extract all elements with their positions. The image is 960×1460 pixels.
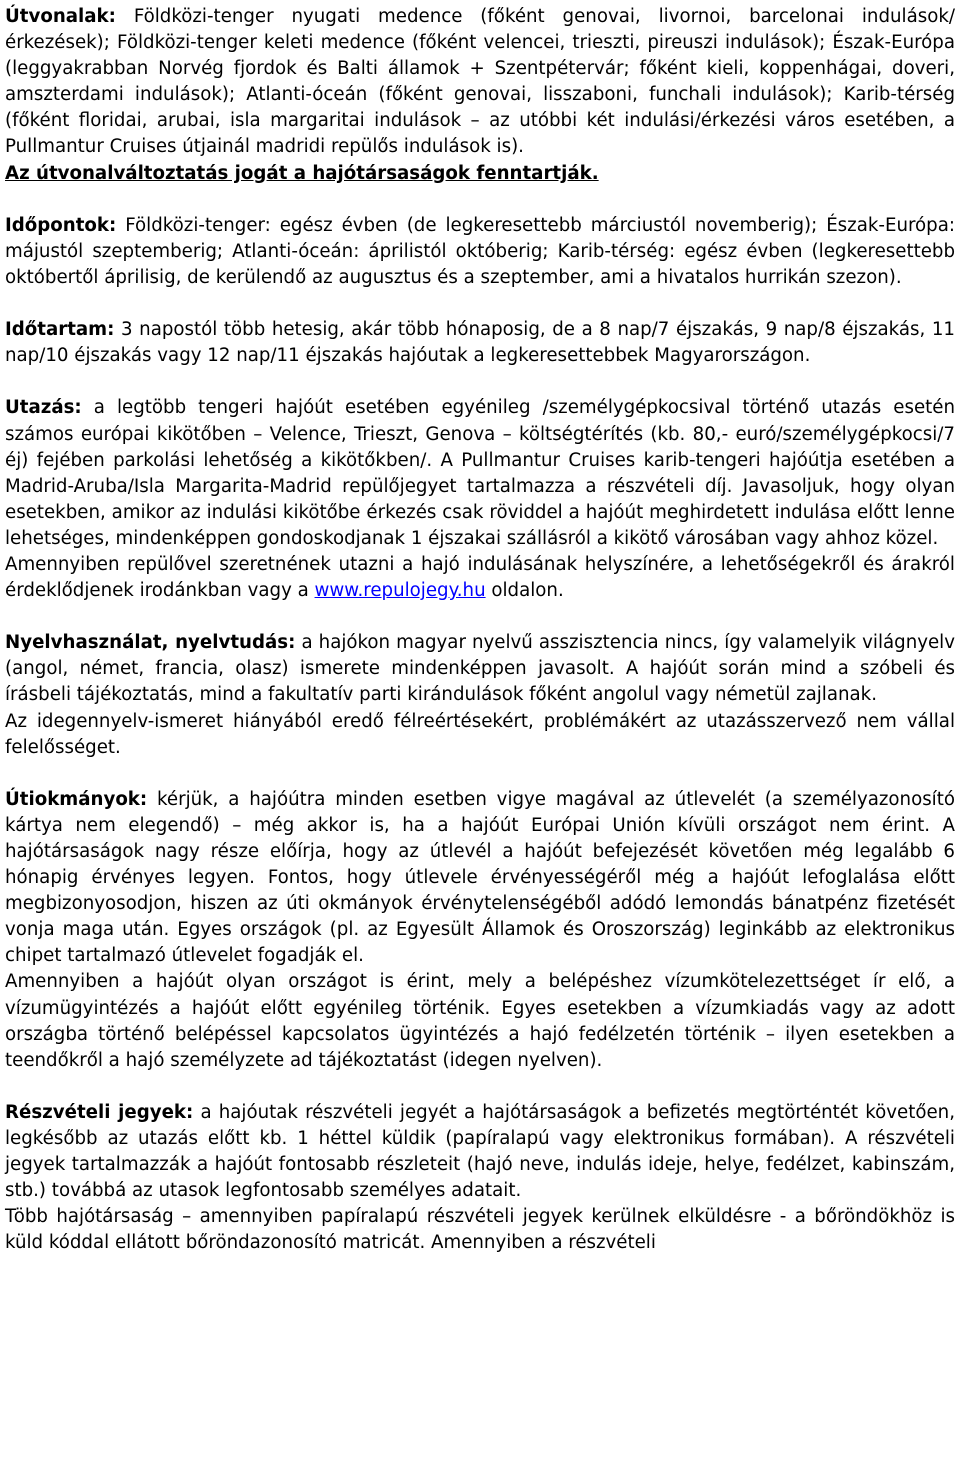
language-text: a hajókon magyar nyelvű asszisztencia nincs, így valamelyik világnyelv (angol, német, francia, olasz) ismerete mindenképpen javasolt. A hajóút során mind a szóbeli és írásbeli tájékoztatás, mind a fakultatív parti kirándulások főként angolul vagy németül zajlanak. (5, 632, 955, 706)
spacer (5, 761, 955, 787)
language-label: Nyelvhasználat, nyelvtudás: (5, 632, 296, 654)
times-paragraph (5, 213, 955, 291)
times-text: Földközi-tenger: egész évben (de legkeresettebb márciustól novemberig); Észak-Európa: májustól szeptemberig; Atlanti-óceán: áprilistól októberig; Karib-térség: egész évben (legkeresettebb októbertől áprilisig, de kerülendő az augusztus és a szeptember, ami a hivatalos hurrikán szezon). (5, 214, 955, 288)
routes-label: Útvonalak: (5, 6, 116, 27)
spacer (5, 291, 955, 317)
routes-paragraph (5, 4, 955, 161)
travel-flight-text: Amennyiben repülővel szeretnének utazni a hajó indulásának helyszínére, a lehetőségekről és árakról érdeklődjenek irodánkban vagy a (5, 553, 955, 602)
tickets-text: a hajóutak részvételi jegyét a hajótársaságok a befizetés megtörténtét követően, legkésőbb az utazás előtt kb. 1 héttel küldik (papíralapú vagy elektronikus formában). A részvételi jegyek tartalmazzák a hajóút fontosabb részleteit (hajó neve, indulás ideje, helye, fedélzet, kabinszám, stb.) továbbá az utasok legfontosabb személyes adatait. (5, 1101, 955, 1202)
spacer (5, 1074, 955, 1100)
routes-text: Földközi-tenger nyugati medence (főként genovai, livornoi, barcelonai indulások/érkezések); Földközi-tenger keleti medence (főként velencei, trieszti, pireuszi indulások); Észak-Európa (leggyakrabban Norvég fjordok és Balti államok + Szentpétervár; főként kieli, koppenhágai, doveri, amszterdami indulások); Atlanti-óceán (főként genovai, lisszaboni, funchali indulások); Karib-térség (főként floridai, arubai, isla margaritai indulások – az utóbbi két indulási/érkezési város esetében, a Pullmantur Cruises útjainál madridi repülős indulások is). (5, 6, 955, 158)
duration-paragraph (5, 317, 955, 369)
times-label: Időpontok: (5, 214, 117, 236)
duration-label: Időtartam: (5, 319, 115, 341)
tickets-paragraph (5, 1100, 955, 1204)
documents-text: kérjük, a hajóútra minden esetben vigye magával az útlevelét (a személyazonosító kártya nem elegendő) – még akkor is, ha a hajóút Európai Unión kívüli országot nem érint. A hajótársaságok nagy része előírja, hogy az útlevél a hajóút befejezését követően még legalább 6 hónapig érvényes legyen. Fontos, hogy útlevele érvényességéről még a hajóút lefoglalása előtt megbizonyosodjon, hiszen az úti okmányok érvénytelenségéből adódó lemondás bánatpénz fizetését vonja maga után. Egyes országok (pl. az Egyesült Államok és Oroszország) leginkább az elektronikus chipet tartalmazó útlevelet fogadják el. (5, 788, 955, 967)
spacer (5, 187, 955, 213)
language-paragraph (5, 630, 955, 708)
documents-visa-paragraph (5, 969, 955, 1073)
tickets-luggage-paragraph (5, 1204, 955, 1256)
travel-flight-text-end: oldalon. (485, 580, 564, 602)
language-disclaimer-paragraph (5, 709, 955, 761)
documents-paragraph (5, 787, 955, 970)
travel-flight-paragraph (5, 552, 955, 604)
documents-label: Útiokmányok: (5, 788, 148, 810)
tickets-luggage-text: Több hajótársaság – amennyiben papíralapú részvételi jegyek kerülnek elküldésre - a bőröndökhöz is küld kóddal ellátott bőröndazonosító matricát. Amennyiben a részvételi (5, 1206, 955, 1254)
spacer (5, 369, 955, 395)
routes-note-paragraph (5, 161, 955, 187)
tickets-label: Részvételi jegyek: (5, 1101, 194, 1123)
travel-paragraph (5, 395, 955, 552)
repulojegy-link[interactable]: www.repulojegy.hu (314, 580, 486, 602)
duration-text: 3 napostól több hetesig, akár több hónaposig, de a 8 nap/7 éjszakás, 9 nap/8 éjszakás, 11 nap/10 éjszakás vagy 12 nap/11 éjszakás hajóutak a legkeresettebbek Magyarországon. (5, 319, 955, 367)
spacer (5, 604, 955, 630)
routes-note: Az útvonalváltoztatás jogát a hajótársaságok fenntartják. (5, 162, 599, 184)
language-disclaimer-text: Az idegennyelv-ismeret hiányából eredő félreértésekért, problémákért az utazásszervező nem vállal felelősséget. (5, 710, 955, 758)
document-page (5, 4, 955, 1257)
travel-label: Utazás: (5, 397, 82, 419)
travel-text: a legtöbb tengeri hajóút esetében egyénileg /személygépkocsival történő utazás esetén számos európai kikötőben – Velence, Trieszt, Genova – költségtérítés (kb. 80,- euró/személygépkocsi/7 éj) fejében parkolási lehetőség a kikötőkben/. A Pullmantur Cruises karib-tengeri hajóútja esetében a Madrid-Aruba/Isla Margarita-Madrid repülőjegyet tartalmazza a részvételi díj. Javasoljuk, hogy olyan esetekben, amikor az indulási kikötőbe érkezés csak röviddel a hajóút meghirdetett indulása előtt lenne lehetséges, mindenképpen gondoskodjanak 1 éjszakai szállásról a kikötő városában vagy ahhoz közel. (5, 397, 955, 549)
documents-visa-text: Amennyiben a hajóút olyan országot is érint, mely a belépéshez vízumkötelezettséget ír elő, a vízumügyintézés a hajóút előtt egyénileg történik. Egyes esetekben a vízumkiadás vagy az adott országba történő belépéssel kapcsolatos ügyintézés a hajó fedélzetén történik – ilyen esetekben a teendőkről a hajó személyzete ad tájékoztatást (idegen nyelven). (5, 971, 955, 1071)
